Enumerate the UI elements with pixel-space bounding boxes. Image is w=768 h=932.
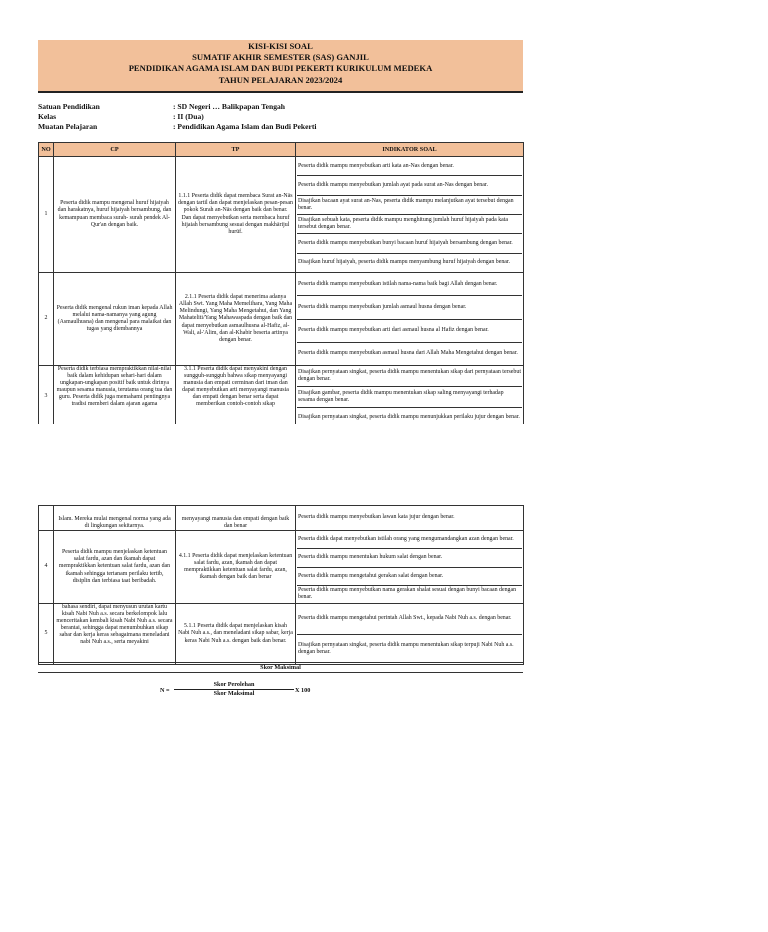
formula-denominator: Skor Maksimal	[213, 690, 255, 697]
row-number: 3	[39, 366, 54, 429]
indicator-item: Peserta didik dapat menyebutkan istilah orang yang mengumandangkan azan dengan benar.	[297, 531, 522, 549]
indicator-item: Peserta didik mampu menentukan hukum salat dengan benar.	[297, 549, 522, 567]
header-exam-name: SUMATIF AKHIR SEMESTER (SAS) GANJIL	[192, 52, 369, 63]
indicator-item: Peserta didik mampu menyebutkan jumlah ayat pada surat an-Nas dengan benar.	[297, 176, 522, 195]
indicator-cell	[296, 531, 524, 604]
meta-value: : Pendidikan Agama Islam dan Budi Pekerti	[173, 122, 317, 131]
indicator-item: Disajikan huruf hijaiyah, peserta didik mampu menyambung huruf hijaiyah dengan benar.	[298, 259, 511, 266]
table-row	[39, 531, 524, 604]
table-row	[39, 273, 524, 366]
cp-cell: Islam. Mereka mulai mengenal norma yang ada di lingkungan sekitarnya.	[54, 506, 176, 531]
meta-value: : SD Negeri … Balikpapan Tengah	[173, 102, 286, 111]
tp-cell: 1.1.1 Peserta didik dapat membaca Surat an-Nās dengan tartil dan dapat menjelaskan pesan-pesan pokok Surah an-Nās dengan baik dan benar. Dan dapat menyebutkan serta membaca huruf hijaiah bersambung sesuai dengan makhārijul hurūf.	[176, 157, 296, 273]
indicator-item: Disajikan pernyataan singkat, peserta didik mampu menunjukkan perilaku jujur dengan benar.	[298, 414, 520, 421]
tp-cell: 4.1.1 Peserta didik dapat menjelaskan ketentuan salat fardu, azan, ikamah dan dapat mempraktikkan ketentuan salat fardu, azan, ikamah dengan baik dan benar	[176, 531, 296, 604]
meta-value: : II (Dua)	[173, 112, 204, 121]
formula-numerator: Skor Perolehan	[174, 681, 294, 690]
row-number: 1	[39, 157, 54, 273]
indicator-item: Peserta didik mampu mengetahui gerakan salat dengan benar.	[297, 568, 522, 586]
cp-cell: Peserta didik terbiasa mempraktikkan nilai-nilai baik dalam kehidupan sehari-hari dalam ungkapan-ungkapan positif baik untuk dirinya maupun sesama manusia, terutama orang tua dan guru. Peserta didik juga memahami pentingnya tradisi memberi dalam ajaran agama	[54, 366, 176, 429]
tp-cell: 3.1.1 Peserta didik dapat menyakini dengan sungguh-sungguh bahwa sikap menyayangi manusia dan empati cerminan dari iman dan dapat menyebutkan arti menyayangi manusia dan empati dengan benar serta dapat memberikan contoh-contoh sikap	[176, 366, 296, 429]
indicator-cell	[296, 604, 524, 665]
cp-cell: Peserta didik mampu menjelaskan ketentuan salat fardu, azan dan ikamah dapat mempraktikkan ketentuan salat fardu, azan dan ikamah sehingga tertanam perilaku tertib, disiplin dan terbiasa taat beribadah.	[54, 531, 176, 604]
tp-cell: 2.1.1 Peserta didik dapat menerima adanya Allah Swt. Yang Maha Memelihara, Yang Maha Melindungi, Yang Maha Mengetahui, dan Yang Mahateliti/Yang Mahawaspada dengan baik dan dapat menyebutkan asmaulhusna al-Hafiz, al-Wali, al-'Alim, dan al-Khabir beserta artinya dengan benar.	[176, 273, 296, 366]
indicator-cell	[296, 273, 524, 366]
row-number	[39, 506, 54, 531]
tp-cell: menyayangi manusia dan empati dengan baik dan benar	[176, 506, 296, 531]
table-row	[39, 506, 524, 531]
indicator-item: Disajikan gambar, peserta didik mampu menentukan sikap saling menyayangi terhadap sesama dengan benar.	[297, 387, 522, 408]
indicator-item: Peserta didik mampu menyebutkan nama gerakan shalat sesuai dengan bunyi bacaan dengan benar.	[298, 587, 517, 601]
grid-table-top	[38, 142, 524, 429]
table-row	[39, 157, 524, 273]
col-header-cp: CP	[54, 143, 176, 157]
formula-fraction	[174, 681, 294, 697]
indicator-item: Peserta didik mampu menyebutkan arti dari asmaul husna al Hafiz dengan benar.	[297, 320, 522, 343]
meta-label: Satuan Pendidikan	[38, 102, 100, 111]
indicator-item: Disajikan bacaan ayat surat an-Nas, peserta didik mampu melanjutkan ayat tersebut dengan benar.	[297, 196, 522, 215]
meta-label: Muatan Pelajaran	[38, 122, 98, 131]
table-row	[39, 604, 524, 665]
table-row	[39, 366, 524, 429]
col-header-no: NO	[39, 143, 54, 157]
formula-n: N =	[160, 687, 170, 694]
formula-multiplier: X 100	[295, 687, 311, 694]
indicator-item: Peserta didik mampu menyebutkan lawan kata jujur dengan benar.	[298, 514, 455, 521]
indicator-item: Peserta didik mampu menyebutkan istilah nama-nama baik bagi Allah dengan benar.	[297, 273, 522, 296]
indicator-item: Peserta didik mampu menyebutkan jumlah asmaul husna dengan benar.	[297, 296, 522, 319]
indicator-cell	[296, 506, 524, 531]
header-title: KISI-KISI SOAL	[248, 41, 313, 51]
indicator-item: Peserta didik mampu mengetahui perintah Allah Swt., kepada Nabi Nuh a.s. dengan benar.	[297, 604, 522, 635]
header-year: TAHUN PELAJARAN 2023/2024	[218, 74, 343, 85]
table-header-row	[39, 143, 524, 157]
max-score-row: Skor Maksimal	[38, 662, 523, 673]
indicator-item: Disajikan pernyataan singkat, peserta didik mampu menentukan sikap dari pernyataan tersebut dengan benar.	[297, 366, 522, 387]
page-break-gap	[0, 424, 768, 504]
row-number: 5	[39, 604, 54, 665]
indicator-cell	[296, 366, 524, 429]
indicator-cell	[296, 157, 524, 273]
header-subject: PENDIDIKAN AGAMA ISLAM DAN BUDI PEKERTI KURIKULUM MEDEKA	[128, 63, 433, 74]
indicator-item: Peserta didik mampu menyebutkan bunyi bacaan huruf hijaiyah bersambung dengan benar.	[297, 234, 522, 253]
indicator-item: Disajikan pernyataan singkat, peserta didik mampu menentukan sikap terpuji Nabi Nuh a.s. dengan benar.	[298, 642, 514, 656]
document-header	[38, 40, 523, 93]
row-number: 2	[39, 273, 54, 366]
cp-cell: Peserta didik mengenal rukun iman kepada Allah melalui nama-namanya yang agung (Asmaulhusna) dan mengenal para malaikat dan tugas yang diembannya	[54, 273, 176, 366]
tp-cell: 5.1.1 Peserta didik dapat menjelaskan kisah Nabi Nuh a.s., dan meneladani sikap sabar, kerja keras Nabi Nuh a.s. dengan baik dan benar.	[176, 604, 296, 665]
cp-cell: Peserta didik mampu mengenal huruf hijaiyah dan harakatnya, huruf hijaiyah bersambung, dan kemampuan membaca surah- surah pendek Al-Qur'an dengan baik.	[54, 157, 176, 273]
cp-cell: bahasa sendiri, dapat menyusun urutan kartu kisah Nabi Nuh a.s. secara berkelompok lalu menceritakan kembali kisah Nabi Nuh a.s. secara berantai, sehingga dapat menumbuhkan sikap sabar dan kerja keras sebagaimana meneladani nabi Nuh a.s., serta meyakini	[54, 604, 176, 665]
grid-table-bottom	[38, 505, 524, 665]
meta-label: Kelas	[38, 112, 57, 121]
indicator-item: Peserta didik mampu menyebutkan arti kata an-Nas dengan benar.	[297, 157, 522, 176]
row-number: 4	[39, 531, 54, 604]
indicator-item: Disajikan sebuah kata, peserta didik mampu menghitung jumlah huruf hijaiyah pada kata tersebut dengan benar.	[297, 215, 522, 234]
indicator-item: Peserta didik mampu menyebutkan asmaul husna dari Allah Maha Mengetahui dengan benar.	[298, 350, 518, 357]
col-header-tp: TP	[176, 143, 296, 157]
col-header-indikator: INDIKATOR SOAL	[296, 143, 524, 157]
